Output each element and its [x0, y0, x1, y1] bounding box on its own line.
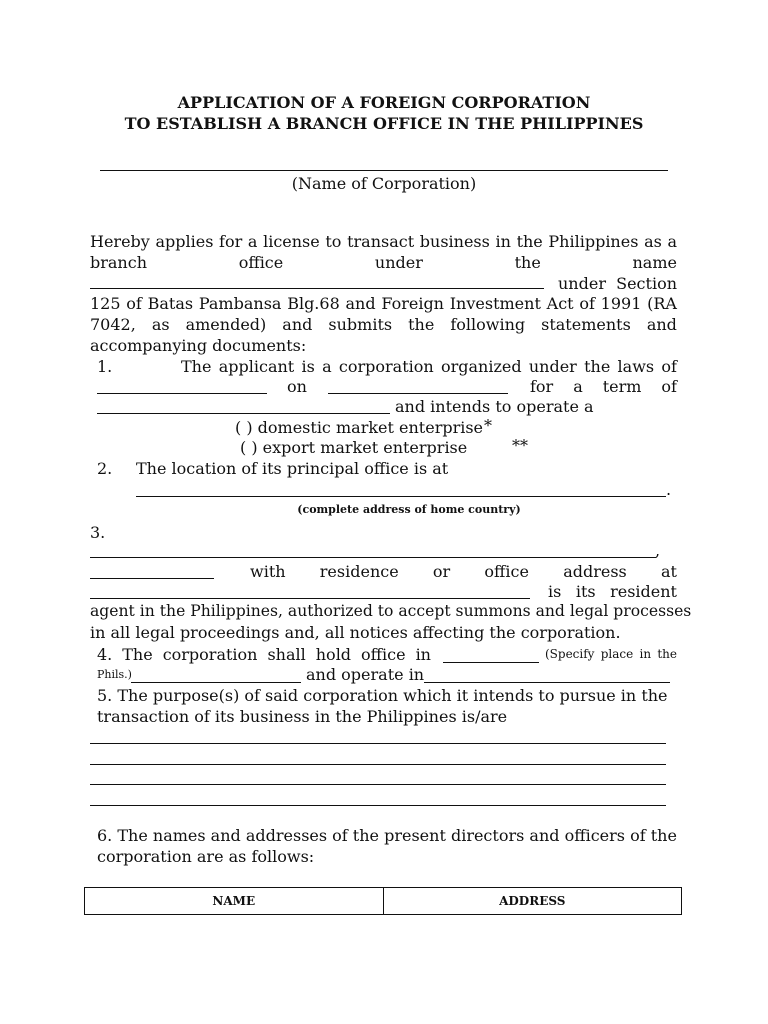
corporation-name-field[interactable] — [100, 170, 668, 171]
word: of — [126, 294, 142, 313]
item-3-line-6: in all legal proceedings and, all notices affecting the corporation. — [90, 623, 621, 642]
purpose-line-3[interactable] — [90, 784, 666, 785]
item-6-line-1: 6. The names and addresses of the present directors and officers of the — [97, 826, 677, 845]
word: a — [573, 377, 583, 396]
domestic-market-mark: * — [484, 416, 492, 435]
word: statements — [541, 315, 631, 334]
word: the — [657, 647, 677, 661]
word: and — [282, 315, 313, 334]
table-header-name: NAME — [212, 894, 256, 908]
word: a — [667, 232, 677, 251]
item-2-period: . — [666, 480, 672, 499]
intro-line-2 — [90, 253, 677, 272]
word: Foreign — [381, 294, 444, 313]
word: 7042, — [90, 315, 136, 334]
item-2-number: 2. — [97, 459, 113, 478]
word: applies — [155, 232, 214, 251]
word: the — [516, 232, 543, 251]
word: for — [530, 377, 554, 396]
word: and — [345, 294, 376, 313]
word: organized — [440, 357, 522, 376]
item-3-line-5: agent in the Philippines, authorized to accept summons and legal processes — [90, 602, 692, 620]
item-5-line-1: 5. The purpose(s) of said corporation which it intends to pursue in the — [97, 686, 668, 705]
word: under — [528, 357, 577, 376]
item-5-line-2: transaction of its business in the Philippines is/are — [97, 707, 508, 726]
export-market-mark: ** — [512, 436, 528, 455]
word: in — [415, 645, 431, 664]
word: (Specify — [545, 647, 595, 661]
word: address — [563, 562, 627, 581]
hold-office-continued-field[interactable] — [131, 682, 301, 683]
home-address-caption: (complete address of home country) — [297, 503, 521, 516]
purpose-line-1[interactable] — [90, 743, 666, 744]
word: to — [325, 232, 342, 251]
word: or — [432, 562, 451, 581]
item-6-line-2: corporation are as follows: — [97, 847, 315, 866]
resident-agent-name-field[interactable] — [90, 557, 656, 558]
purpose-line-2[interactable] — [90, 764, 666, 765]
word: a — [322, 357, 332, 376]
word: office — [484, 562, 529, 581]
word: at — [661, 562, 677, 581]
word: The — [181, 357, 212, 376]
word: term — [602, 377, 642, 396]
item-2-text: The location of its principal office is at — [136, 459, 449, 478]
word: Investment — [449, 294, 541, 313]
branch-name-field[interactable] — [90, 288, 544, 289]
word: the — [584, 357, 611, 376]
item-1-number: 1. — [97, 357, 113, 376]
term-field[interactable] — [97, 413, 390, 414]
incorporation-date-field[interactable] — [328, 393, 508, 394]
principal-office-address-field[interactable] — [136, 496, 666, 497]
item-3-line-4-tail — [548, 582, 677, 601]
item-1-line-1 — [181, 357, 677, 376]
word: branch — [90, 253, 147, 272]
word: corporation — [162, 645, 258, 664]
word: (RA — [647, 294, 677, 313]
item-4-phils: Phils.) — [97, 668, 132, 681]
word: resident — [610, 582, 677, 601]
word: office — [238, 253, 284, 272]
word: the — [514, 253, 541, 272]
word: transact — [347, 232, 415, 251]
intro-line-1 — [90, 232, 677, 251]
word: submits — [328, 315, 393, 334]
export-market-option[interactable]: ( ) export market enterprise — [240, 438, 468, 457]
word: Pambansa — [198, 294, 282, 313]
word: Blg.68 — [287, 294, 340, 313]
word: and — [646, 315, 677, 334]
word: Batas — [147, 294, 194, 313]
word: a — [247, 232, 258, 251]
corporation-name-caption: (Name of Corporation) — [291, 174, 477, 193]
word: corporation — [338, 357, 434, 376]
item-3-number: 3. — [90, 523, 106, 542]
word: in — [639, 647, 652, 661]
item-4-specify — [545, 647, 677, 661]
word: amended) — [185, 315, 267, 334]
word: applicant — [218, 357, 295, 376]
domestic-market-option[interactable]: ( ) domestic market enterprise — [235, 418, 484, 437]
word: following — [450, 315, 526, 334]
word: laws — [617, 357, 655, 376]
word: with — [250, 562, 286, 581]
word: under — [374, 253, 423, 272]
purpose-line-4[interactable] — [90, 805, 666, 806]
intro-line-5 — [90, 315, 677, 334]
item-1-term — [530, 377, 677, 396]
item-1-intends: and intends to operate a — [395, 397, 594, 416]
word: 1991 — [600, 294, 642, 313]
intro-line-4 — [90, 294, 677, 313]
word: Philippines — [548, 232, 639, 251]
word: license — [263, 232, 320, 251]
item-1-on: on — [287, 377, 307, 396]
word: of — [661, 377, 677, 396]
word: as — [151, 315, 170, 334]
operate-in-field[interactable] — [424, 682, 670, 683]
agent-nationality-field[interactable] — [90, 578, 214, 579]
word: its — [575, 582, 596, 601]
word: hold — [315, 645, 352, 664]
item-4-line-1 — [97, 645, 431, 664]
word: the — [408, 315, 435, 334]
word: The — [122, 645, 153, 664]
item-4-operate: and operate in — [306, 665, 425, 684]
intro-line-3-tail — [558, 274, 677, 293]
laws-of-country-field[interactable] — [97, 393, 267, 394]
word: of — [579, 294, 595, 313]
intro-line-6: accompanying documents: — [90, 336, 307, 355]
word: 4. — [97, 645, 113, 664]
word: is — [548, 582, 562, 601]
item-3-comma: , — [655, 541, 661, 560]
document-title-line1: APPLICATION OF A FOREIGN CORPORATION — [177, 93, 591, 112]
word: business — [419, 232, 490, 251]
word: name — [632, 253, 677, 272]
agent-address-field[interactable] — [90, 598, 530, 599]
hold-office-field[interactable] — [443, 662, 539, 663]
word: of — [661, 357, 677, 376]
word: under — [558, 274, 606, 293]
word: place — [600, 647, 634, 661]
word: residence — [319, 562, 399, 581]
word: Section — [616, 274, 677, 293]
directors-table-header — [84, 887, 682, 915]
document-title-line2: TO ESTABLISH A BRANCH OFFICE IN THE PHILIPPINES — [124, 114, 644, 133]
word: Hereby — [90, 232, 150, 251]
word: 125 — [90, 294, 121, 313]
word: in — [495, 232, 511, 251]
table-header-address: ADDRESS — [383, 888, 682, 914]
word: is — [301, 357, 315, 376]
word: for — [219, 232, 243, 251]
word: office — [361, 645, 406, 664]
word: as — [644, 232, 662, 251]
word: shall — [267, 645, 306, 664]
word: Act — [546, 294, 574, 313]
item-3-line-3 — [250, 562, 677, 581]
